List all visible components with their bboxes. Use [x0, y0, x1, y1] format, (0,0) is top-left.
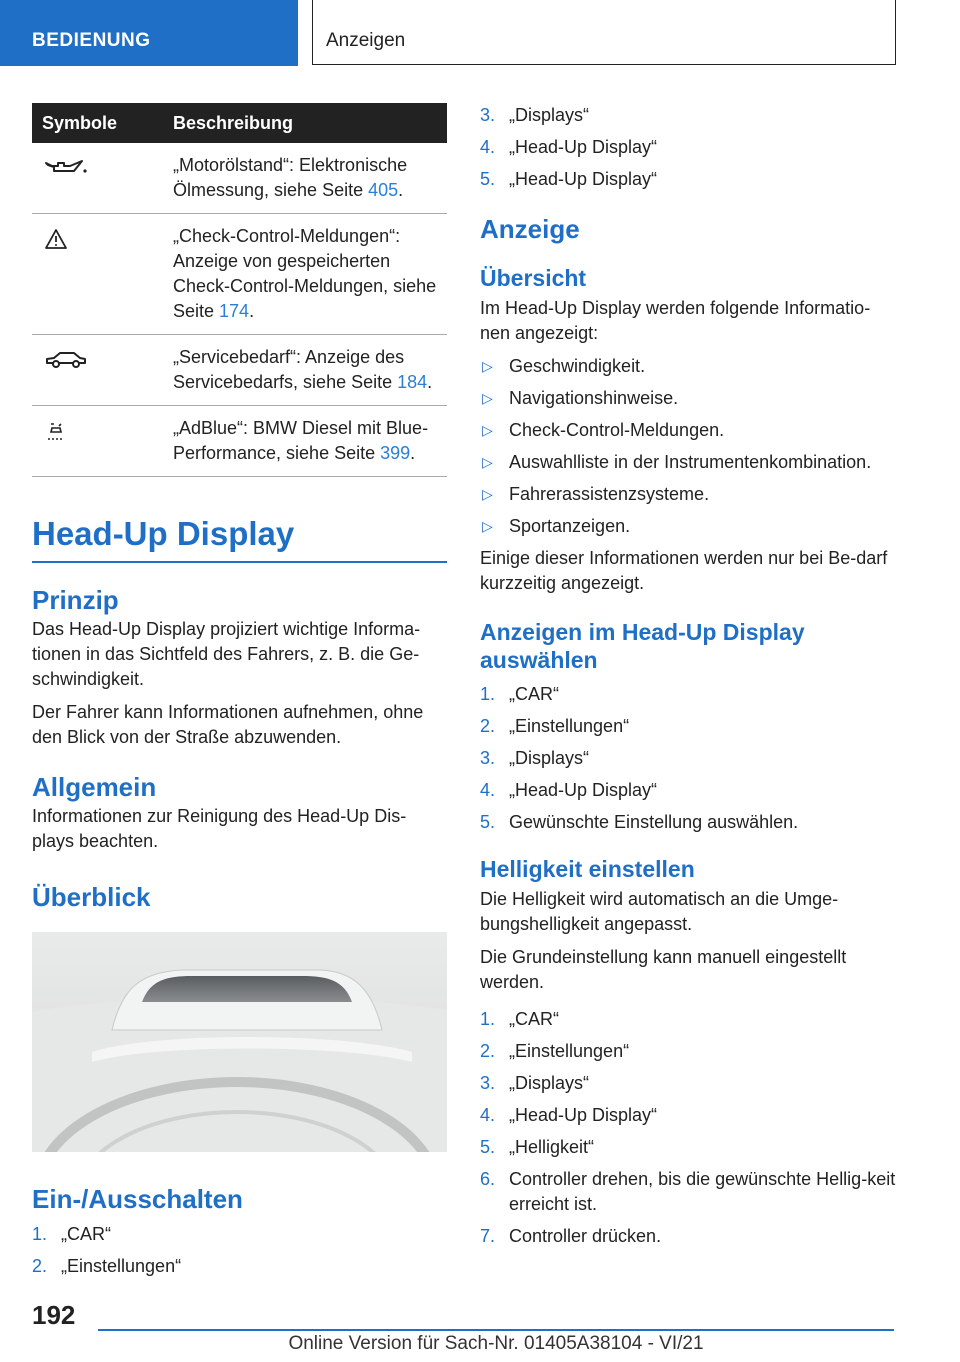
list-item: 4. „Head-Up Display“	[480, 780, 658, 800]
page-link[interactable]: 399	[380, 443, 411, 463]
list-item: 2. „Einstellungen“	[480, 1041, 630, 1061]
list-item: 6. Controller drehen, bis die gewünschte Hellig-keit erreicht ist.	[480, 1169, 896, 1214]
list-item: 1. „CAR“	[32, 1224, 111, 1244]
steps-list	[480, 682, 900, 835]
heading-anzeigen-auswaehlen: Anzeigen im Head-Up Display auswählen	[480, 619, 805, 673]
list-item: 3. „Displays“	[480, 105, 590, 125]
steps-list	[480, 1007, 900, 1249]
bullet-triangle-icon: ▷	[482, 518, 493, 534]
adblue-icon	[44, 420, 68, 444]
paragraph: Der Fahrer kann Informationen aufnehmen, ohne den Blick von der Straße abzuwenden.	[32, 702, 424, 747]
heading-allgemein: Allgemein	[32, 772, 157, 802]
chapter-label: Anzeigen	[326, 30, 406, 51]
row-text: „Motorölstand“: Elektronische Ölmessung, siehe Seite	[173, 155, 408, 200]
right-column	[480, 103, 900, 1256]
list-item: ▷ Navigationshinweise.	[480, 386, 900, 411]
paragraph: Das Head-Up Display projiziert wichtige Informa-tionen in das Sichtfeld des Fahrers, z. B. die Ge-schwindigkeit.	[32, 619, 421, 689]
hud-photo	[32, 932, 447, 1152]
table-row: „Motorölstand“: Elektronische Ölmessung, siehe Seite 405.	[32, 143, 447, 214]
row-text: „Servicebedarf“: Anzeige des Servicebedarfs, siehe Seite	[173, 347, 405, 392]
chapter-heading: Head-Up Display	[32, 515, 295, 552]
row-text: „AdBlue“: BMW Diesel mit Blue-Performance, siehe Seite	[173, 418, 429, 463]
list-item: 3. „Displays“	[480, 1073, 590, 1093]
steps-list-continued	[480, 103, 900, 192]
list-item: 3. „Displays“	[480, 748, 590, 768]
bullet-triangle-icon: ▷	[482, 358, 493, 374]
left-column	[32, 103, 447, 1286]
row-text: „Check-Control-Meldungen“: Anzeige von gespeicherten Check-Control-Meldungen, siehe Seite	[173, 226, 437, 321]
list-item: ▷ Fahrerassistenzsysteme.	[480, 482, 900, 507]
paragraph: Einige dieser Informationen werden nur bei Be-darf kurzzeitig angezeigt.	[480, 548, 888, 593]
footer-text: Online Version für Sach-Nr. 01405A38104 - VI/21	[288, 1333, 704, 1354]
list-item: 1. „CAR“	[480, 1009, 559, 1029]
list-item: ▷ Check-Control-Meldungen.	[480, 418, 900, 443]
col-header-symbol: Symbole	[32, 103, 173, 143]
table-row: „AdBlue“: BMW Diesel mit Blue-Performance, siehe Seite 399.	[32, 406, 447, 477]
bullet-list	[480, 354, 900, 539]
table-row: „Check-Control-Meldungen“: Anzeige von gespeicherten Check-Control-Meldungen, siehe Seite 174.	[32, 214, 447, 335]
bullet-triangle-icon: ▷	[482, 486, 493, 502]
list-item: 5. „Helligkeit“	[480, 1137, 595, 1157]
table-header-row	[32, 103, 447, 143]
bullet-triangle-icon: ▷	[482, 454, 493, 470]
list-item: 4. „Head-Up Display“	[480, 1105, 658, 1125]
list-item: 4. „Head-Up Display“	[480, 137, 658, 157]
paragraph: Die Grundeinstellung kann manuell eingestellt werden.	[480, 947, 847, 992]
paragraph: Die Helligkeit wird automatisch an die Umge-bungshelligkeit angepasst.	[480, 889, 839, 934]
page-link[interactable]: 174	[219, 301, 250, 321]
heading-ein-ausschalten: Ein-/Ausschalten	[32, 1184, 243, 1214]
list-item: 5. Gewünschte Einstellung auswählen.	[480, 812, 799, 832]
list-item: ▷ Auswahlliste in der Instrumentenkombination.	[480, 450, 900, 475]
header-section-tab	[0, 0, 298, 66]
col-header-description: Beschreibung	[173, 103, 447, 143]
heading-helligkeit: Helligkeit einstellen	[480, 856, 695, 882]
page-link[interactable]: 405	[368, 180, 399, 200]
chapter-heading-block	[32, 515, 447, 563]
bullet-triangle-icon: ▷	[482, 390, 493, 406]
steps-list	[32, 1222, 447, 1279]
heading-uebersicht: Übersicht	[480, 265, 587, 291]
list-item: ▷ Sportanzeigen.	[480, 514, 900, 539]
car-service-icon	[44, 349, 88, 369]
list-item: 2. „Einstellungen“	[480, 716, 630, 736]
hud-illustration	[32, 932, 447, 1152]
heading-anzeige: Anzeige	[480, 214, 580, 244]
warning-triangle-icon	[44, 228, 68, 250]
bullet-triangle-icon: ▷	[482, 422, 493, 438]
section-label: BEDIENUNG	[32, 30, 151, 51]
heading-prinzip: Prinzip	[32, 585, 119, 615]
list-item: 5. „Head-Up Display“	[480, 169, 658, 189]
footer-rule	[98, 1329, 894, 1331]
list-item: 7. Controller drücken.	[480, 1226, 662, 1246]
list-item: 2. „Einstellungen“	[32, 1256, 182, 1276]
oil-can-icon	[44, 157, 88, 179]
paragraph: Im Head-Up Display werden folgende Informatio-nen angezeigt:	[480, 298, 871, 343]
heading-ueberblick: Überblick	[32, 882, 151, 912]
header-chapter-box	[312, 0, 896, 65]
page-number: 192	[32, 1300, 76, 1330]
symbol-table	[32, 103, 447, 477]
paragraph: Informationen zur Reinigung des Head-Up Dis-plays beachten.	[32, 806, 407, 851]
page-link[interactable]: 184	[397, 372, 428, 392]
table-row: „Servicebedarf“: Anzeige des Servicebedarfs, siehe Seite 184.	[32, 335, 447, 406]
list-item: ▷ Geschwindigkeit.	[480, 354, 900, 379]
list-item: 1. „CAR“	[480, 684, 559, 704]
